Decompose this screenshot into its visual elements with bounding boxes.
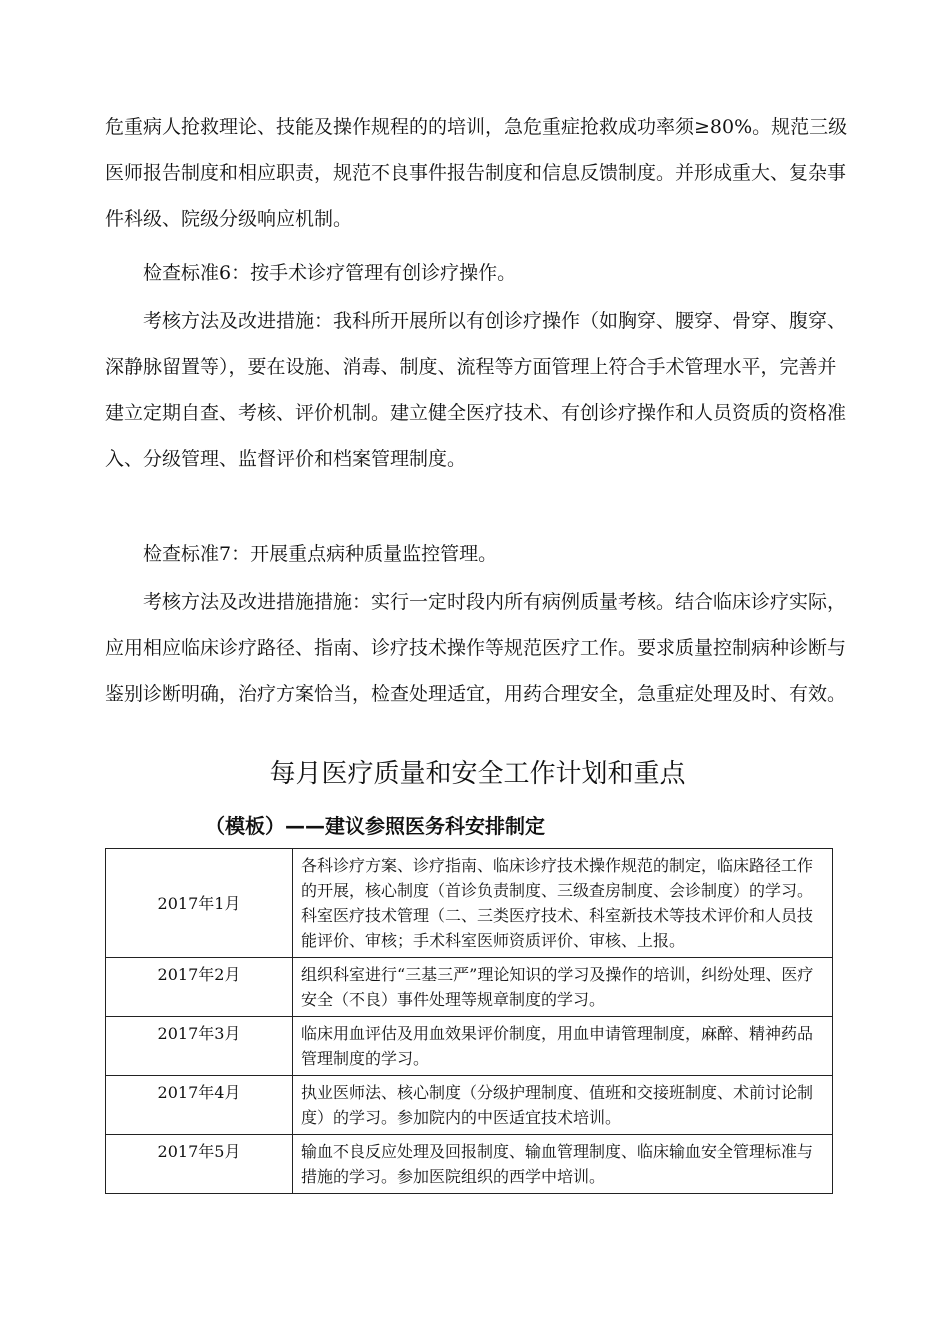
paragraph-assessment-invasive: 考核方法及改进措施：我科所开展所以有创诊疗操作（如胸穿、腰穿、骨穿、腹穿、深静脉留置等），要在设施、消毒、制度、流程等方面管理上符合手术管理水平，完善并建立定期自查、考核、评价机制。建立健全医疗技术、有创诊疗操作和人员资质的资格准入、分级管理、监督评价和档案管理制度。 xyxy=(105,310,847,470)
paragraph-check-standard-6: 检查标准6：按手术诊疗管理有创诊疗操作。 xyxy=(143,262,517,284)
table-row xyxy=(106,849,833,958)
section-subtitle: （模板）——建议参照医务科安排制定 xyxy=(205,814,545,838)
table-row xyxy=(106,1076,833,1135)
month-cell: 2017年2月 xyxy=(106,958,293,1017)
content-cell: 执业医师法、核心制度（分级护理制度、值班和交接班制度、术前讨论制度）的学习。参加院内的中医适宜技术培训。 xyxy=(293,1076,833,1135)
content-cell: 临床用血评估及用血效果评价制度，用血申请管理制度，麻醉、精神药品管理制度的学习。 xyxy=(293,1017,833,1076)
paragraph-emergency-training: 危重病人抢救理论、技能及操作规程的的培训，急危重症抢救成功率须≥80%。规范三级医师报告制度和相应职责，规范不良事件报告制度和信息反馈制度。并形成重大、复杂事件科级、院级分级响应机制。 xyxy=(105,116,848,230)
month-cell: 2017年3月 xyxy=(106,1017,293,1076)
monthly-plan-table xyxy=(105,848,833,1194)
table-row xyxy=(106,958,833,1017)
content-cell: 组织科室进行“三基三严”理论知识的学习及操作的培训，纠纷处理、医疗安全（不良）事件处理等规章制度的学习。 xyxy=(293,958,833,1017)
table-row xyxy=(106,1135,833,1194)
section-title: 每月医疗质量和安全工作计划和重点 xyxy=(269,759,686,789)
content-cell: 输血不良反应处理及回报制度、输血管理制度、临床输血安全管理标准与措施的学习。参加医院组织的西学中培训。 xyxy=(293,1135,833,1194)
table-row xyxy=(106,1017,833,1076)
paragraph-check-standard-7: 检查标准7：开展重点病种质量监控管理。 xyxy=(143,543,498,565)
content-cell: 各科诊疗方案、诊疗指南、临床诊疗技术操作规范的制定，临床路径工作的开展，核心制度（首诊负责制度、三级查房制度、会诊制度）的学习。科室医疗技术管理（二、三类医疗技术、科室新技术等技术评价和人员技能评价、审核；手术科室医师资质评价、审核、上报。 xyxy=(293,849,833,958)
month-cell: 2017年4月 xyxy=(106,1076,293,1135)
paragraph-assessment-disease-quality: 考核方法及改进措施措施：实行一定时段内所有病例质量考核。结合临床诊疗实际，应用相应临床诊疗路径、指南、诊疗技术操作等规范医疗工作。要求质量控制病种诊断与鉴别诊断明确，治疗方案恰当，检查处理适宜，用药合理安全，急重症处理及时、有效。 xyxy=(105,591,847,705)
month-cell: 2017年1月 xyxy=(106,849,293,958)
month-cell: 2017年5月 xyxy=(106,1135,293,1194)
